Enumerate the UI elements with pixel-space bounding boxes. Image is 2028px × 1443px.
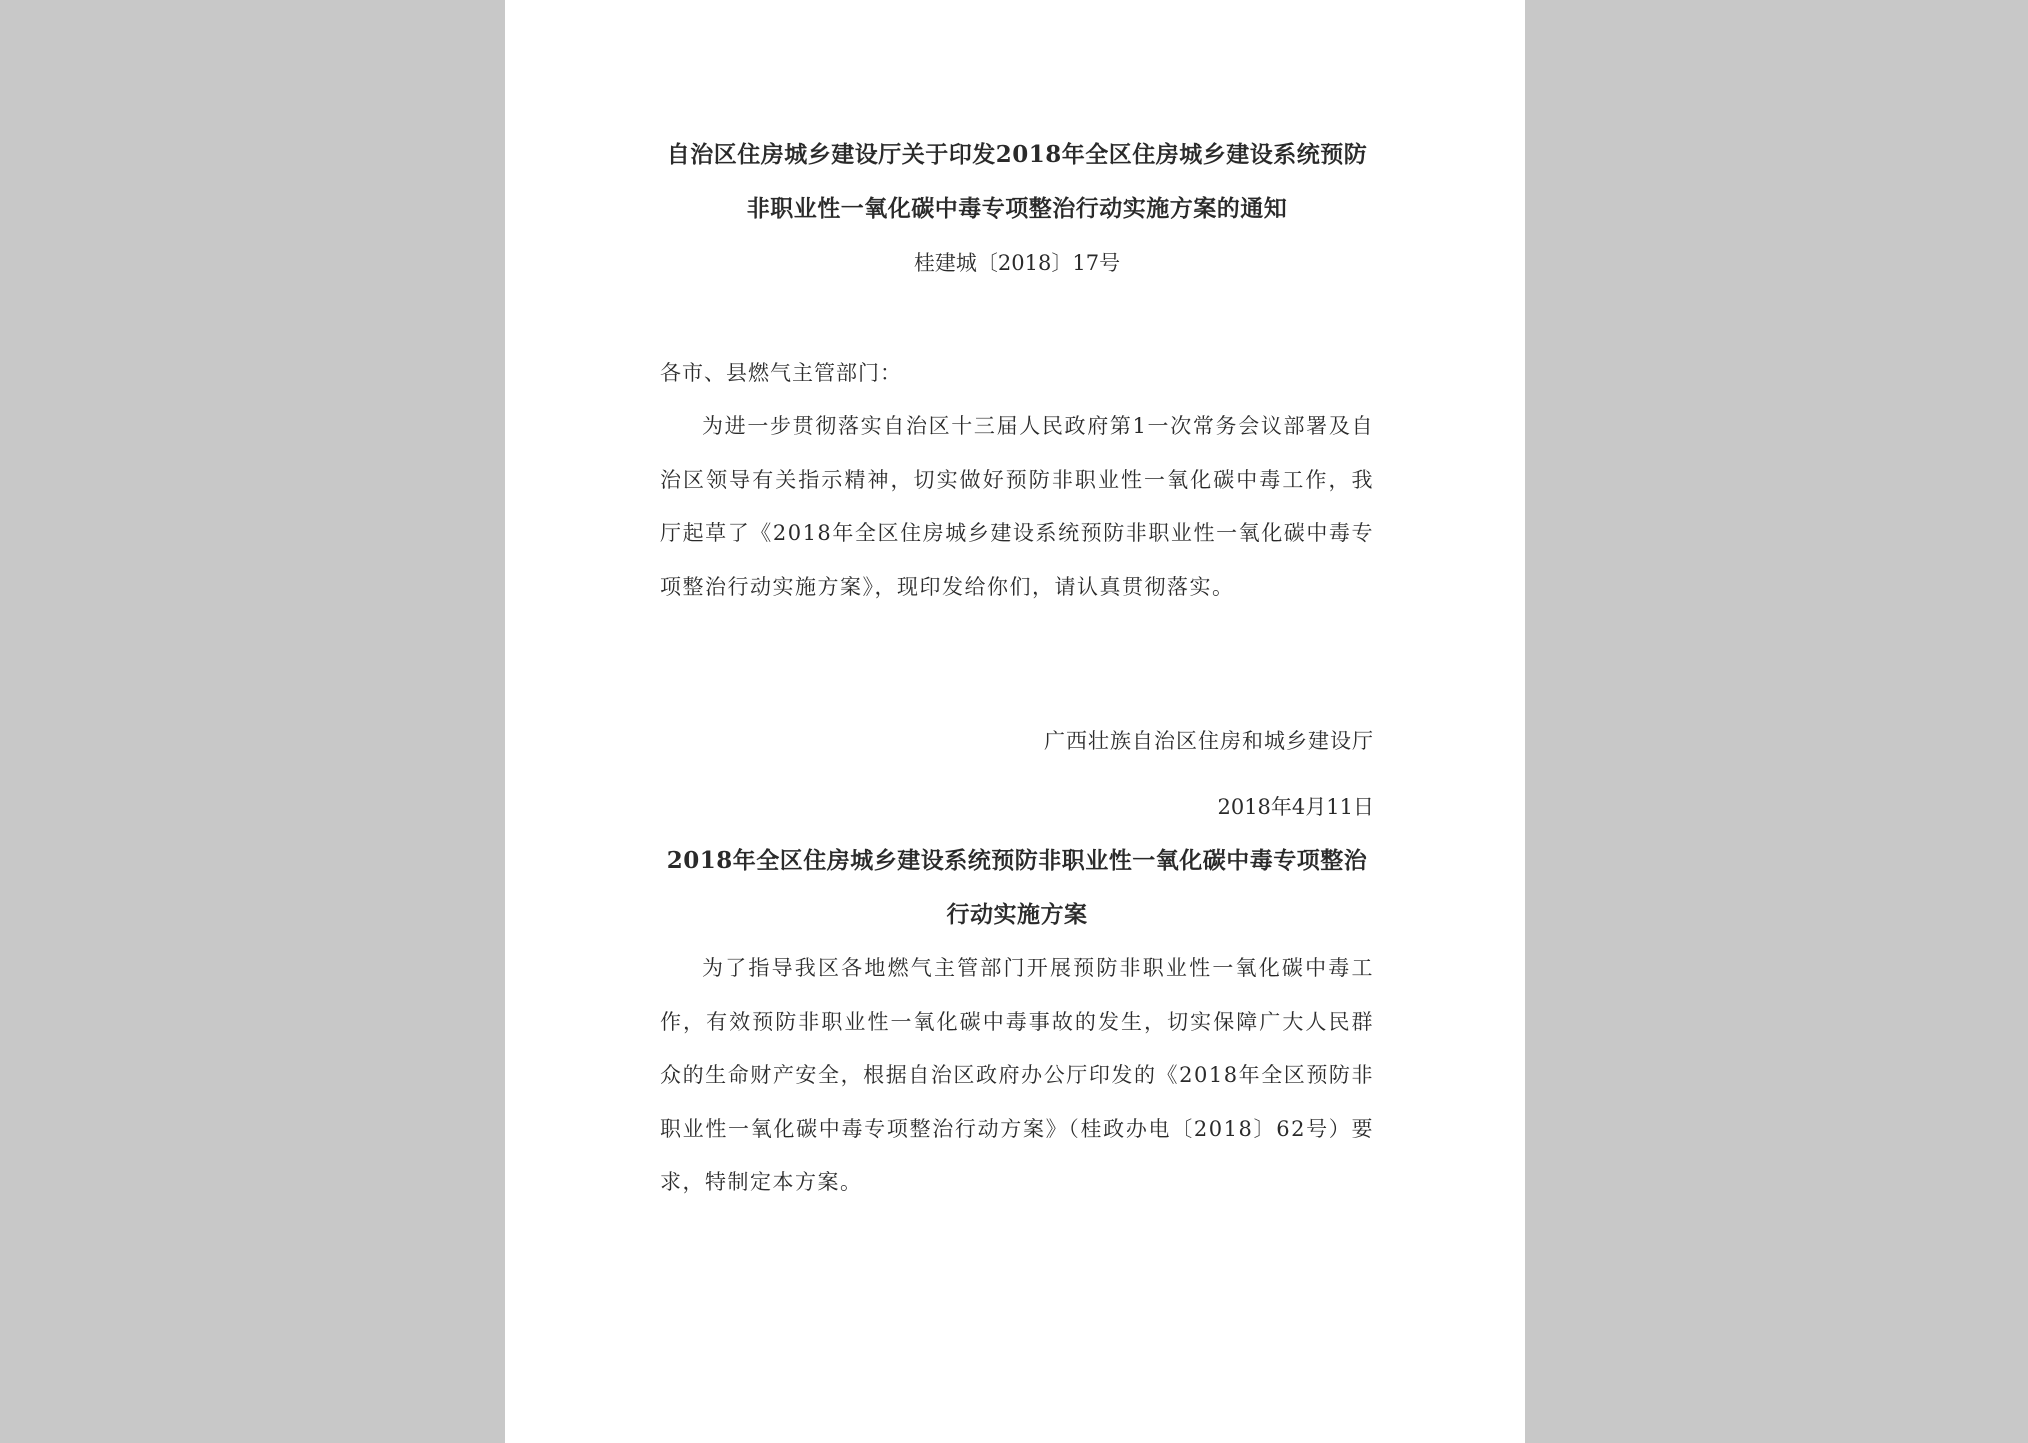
plan-body-paragraph: 为了指导我区各地燃气主管部门开展预防非职业性一氧化碳中毒工作，有效预防非职业性一氧化碳中毒事故的发生，切实保障广大人民群众的生命财产安全，根据自治区政府办公厅印发的《2018年全区预防非职业性一氧化碳中毒专项整治行动方案》（桂政办电〔2018〕62号）要求，特制定本方案。 [660,956,1374,1194]
document-page [505,0,1525,1443]
document-number: 桂建城〔2018〕17号 [913,251,1121,275]
plan-title-line2: 行动实施方案 [946,901,1088,928]
plan-title-line1: 2018年全区住房城乡建设系统预防非职业性一氧化碳中毒专项整治 [666,847,1368,874]
notice-body-paragraph: 为进一步贯彻落实自治区十三届人民政府第1一次常务会议部署及自治区领导有关指示精神，切实做好预防非职业性一氧化碳中毒工作，我厅起草了《2018年全区住房城乡建设系统预防非职业性一氧化碳中毒专项整治行动实施方案》，现印发给你们，请认真贯彻落实。 [660,414,1374,599]
notice-title-line1: 自治区住房城乡建设厅关于印发2018年全区住房城乡建设系统预防 [666,141,1368,168]
signature-organization: 广西壮族自治区住房和城乡建设厅 [1044,729,1374,753]
document-content [660,128,1374,1210]
signature-date: 2018年4月11日 [1217,795,1374,819]
notice-title-line2: 非职业性一氧化碳中毒专项整治行动实施方案的通知 [746,195,1288,222]
salutation: 各市、县燃气主管部门： [660,361,902,385]
